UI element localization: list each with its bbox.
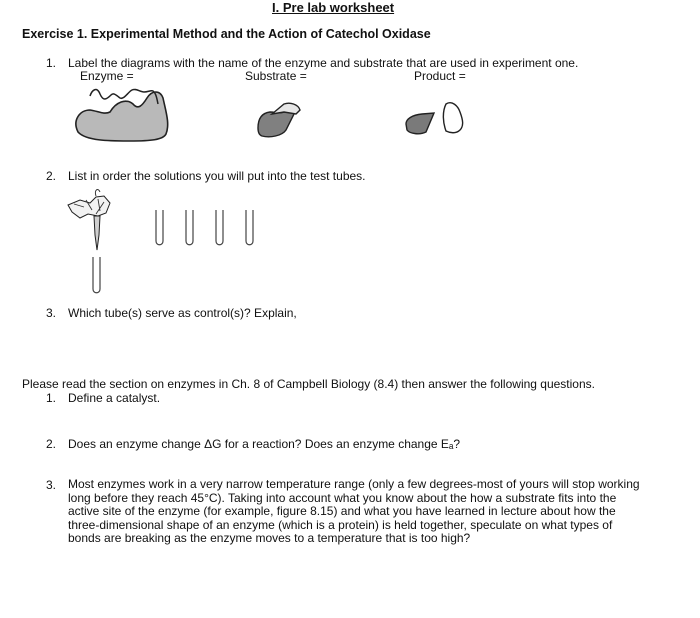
enzyme-diagram [76, 89, 168, 141]
test-tube-rack [156, 210, 253, 245]
question-text: List in order the solutions you will put into the test tubes. [68, 169, 366, 183]
question-number: 2. [46, 437, 57, 451]
question-text: Does an enzyme change ΔG for a reaction? Does an enzyme change Eₐ? [68, 437, 461, 451]
question-text: Most enzymes work in a very narrow temperature range (only a few degrees-most of yours will stop working long before they reach 45°C). Taking into account what you know about the how a substrate fits into the active site of the enzyme (for example, figure 8.15) and what you have learned in lecture about how the three-dimensional shape of an enzyme (which is a protein) is held together, speculate on what types of bonds are breaking as the enzyme moves to a temperature that is too high? [68, 477, 640, 546]
question-text: Label the diagrams with the name of the enzyme and substrate that are used in experiment one. [68, 56, 579, 70]
test-tube-under-dropper [93, 257, 100, 293]
dropper-hand-diagram [68, 189, 110, 250]
exercise-heading: Exercise 1. Experimental Method and the Action of Catechol Oxidase [22, 27, 431, 41]
page-title: I. Pre lab worksheet [272, 0, 395, 15]
product-label: Product = [414, 69, 466, 83]
question-text: Which tube(s) serve as control(s)? Explain, [68, 306, 297, 320]
question-number: 1. [46, 391, 57, 405]
question-number: 3. [46, 478, 57, 492]
question-number: 2. [46, 169, 57, 183]
reading-instructions: Please read the section on enzymes in Ch. 8 of Campbell Biology (8.4) then answer the following questions. [22, 377, 595, 391]
product-diagram [406, 103, 463, 134]
question-number: 3. [46, 306, 57, 320]
enzyme-label: Enzyme = [80, 69, 134, 83]
substrate-diagram [258, 103, 300, 137]
question-number: 1. [46, 56, 57, 70]
question-text: Define a catalyst. [68, 391, 161, 405]
substrate-label: Substrate = [245, 69, 307, 83]
